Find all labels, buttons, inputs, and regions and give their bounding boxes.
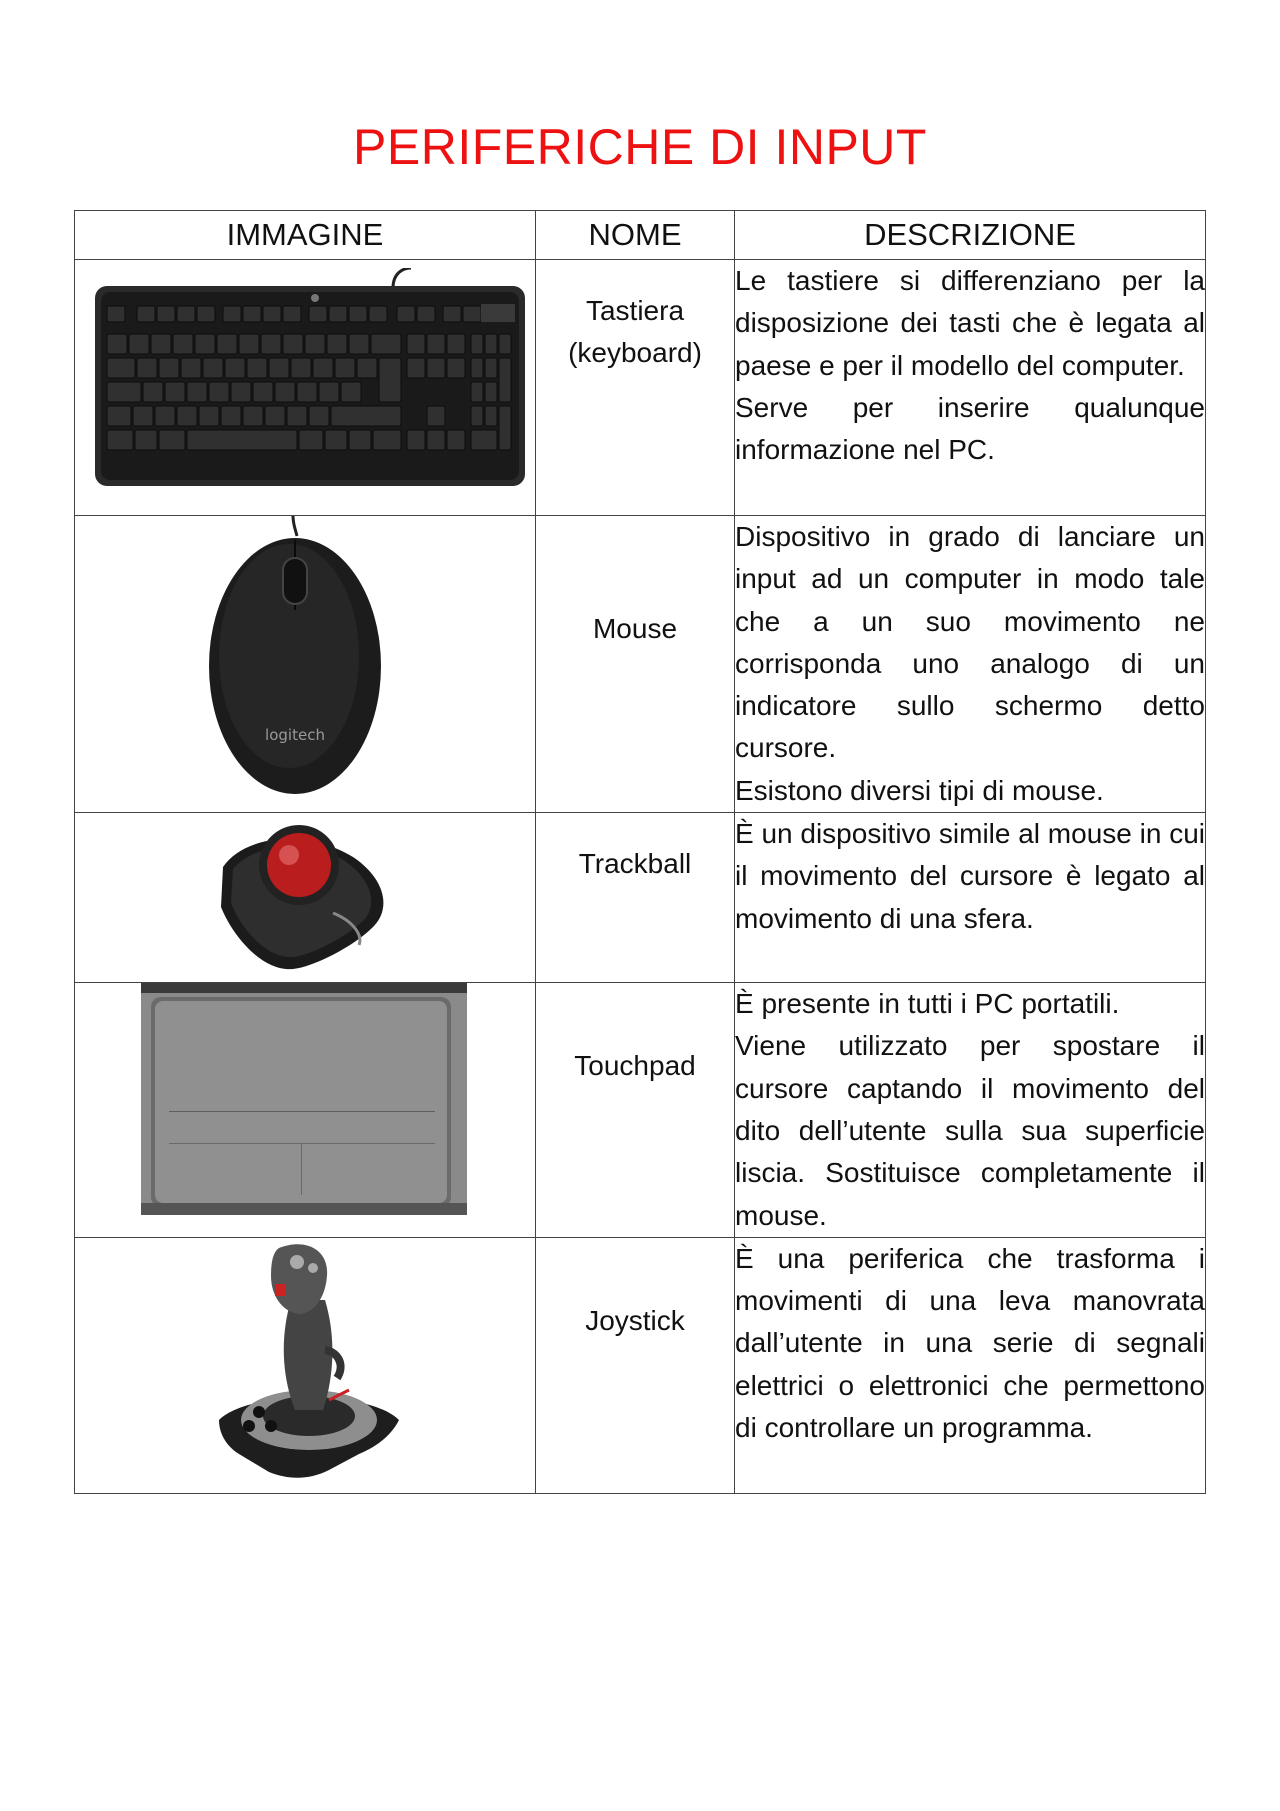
description-paragraph: Dispositivo in grado di lanciare un input ad un computer in modo tale che a un suo movimento ne corrisponda uno analogo di un indicatore sullo schermo detto cursore.	[735, 521, 1205, 764]
image-cell	[75, 813, 536, 983]
device-name-mouse: Mouse	[592, 613, 678, 644]
header-name: NOME	[536, 211, 735, 260]
joystick-image	[209, 1240, 409, 1490]
image-cell	[75, 1237, 536, 1493]
description-paragraph: Viene utilizzato per spostare il cursore captando il movimento del dito dell’utente sulla sua superficie liscia. Sostituisce completamente il mouse.	[735, 1030, 1205, 1231]
input-devices-table	[74, 210, 1206, 1494]
table-row	[75, 983, 1206, 1238]
table-row	[75, 1237, 1206, 1493]
table-row	[75, 516, 1206, 813]
mouse-image	[193, 516, 393, 806]
device-name-trackball: Trackball	[578, 848, 692, 880]
name-cell	[536, 983, 735, 1238]
name-cell	[536, 1237, 735, 1493]
trackball-image	[213, 817, 401, 977]
image-cell	[75, 260, 536, 516]
name-cell	[536, 813, 735, 983]
description-paragraph: Le tastiere si differenziano per la disposizione dei tasti che è legata al paese e per il modello del computer.	[735, 265, 1205, 381]
description-paragraph: Serve per inserire qualunque informazione nel PC.	[735, 391, 1205, 466]
description-paragraph: È una periferica che trasforma i movimenti di una leva manovrata dall’utente in una serie di segnali elettrici o elettronici che permettono di controllare un programma.	[735, 1242, 1205, 1444]
table-header-row	[75, 211, 1206, 260]
description-cell	[735, 1237, 1206, 1493]
table-row	[75, 260, 1206, 516]
keyboard-image	[93, 268, 527, 490]
image-cell	[75, 983, 536, 1238]
name-cell	[536, 260, 735, 516]
description-paragraph: È un dispositivo simile al mouse in cui il movimento del cursore è legato al movimento di una sfera.	[735, 818, 1205, 934]
description-cell	[735, 260, 1206, 516]
header-image: IMMAGINE	[75, 211, 536, 260]
table-row	[75, 813, 1206, 983]
header-description: DESCRIZIONE	[735, 211, 1206, 260]
description-cell	[735, 516, 1206, 813]
device-name-touchpad: Touchpad	[574, 1050, 696, 1082]
description-cell	[735, 813, 1206, 983]
description-cell	[735, 983, 1206, 1238]
name-cell	[536, 516, 735, 813]
device-name-joystick: Joystick	[585, 1304, 685, 1336]
device-name-keyboard: Tastiera (keyboard)	[568, 295, 702, 368]
page-title: PERIFERICHE DI INPUT	[353, 119, 927, 175]
description-paragraph: È presente in tutti i PC portatili.	[735, 988, 1120, 1020]
image-cell	[75, 516, 536, 813]
mouse-brand-logo: logitech	[265, 726, 325, 744]
touchpad-image	[141, 983, 467, 1215]
description-paragraph: Esistono diversi tipi di mouse.	[735, 774, 1104, 806]
